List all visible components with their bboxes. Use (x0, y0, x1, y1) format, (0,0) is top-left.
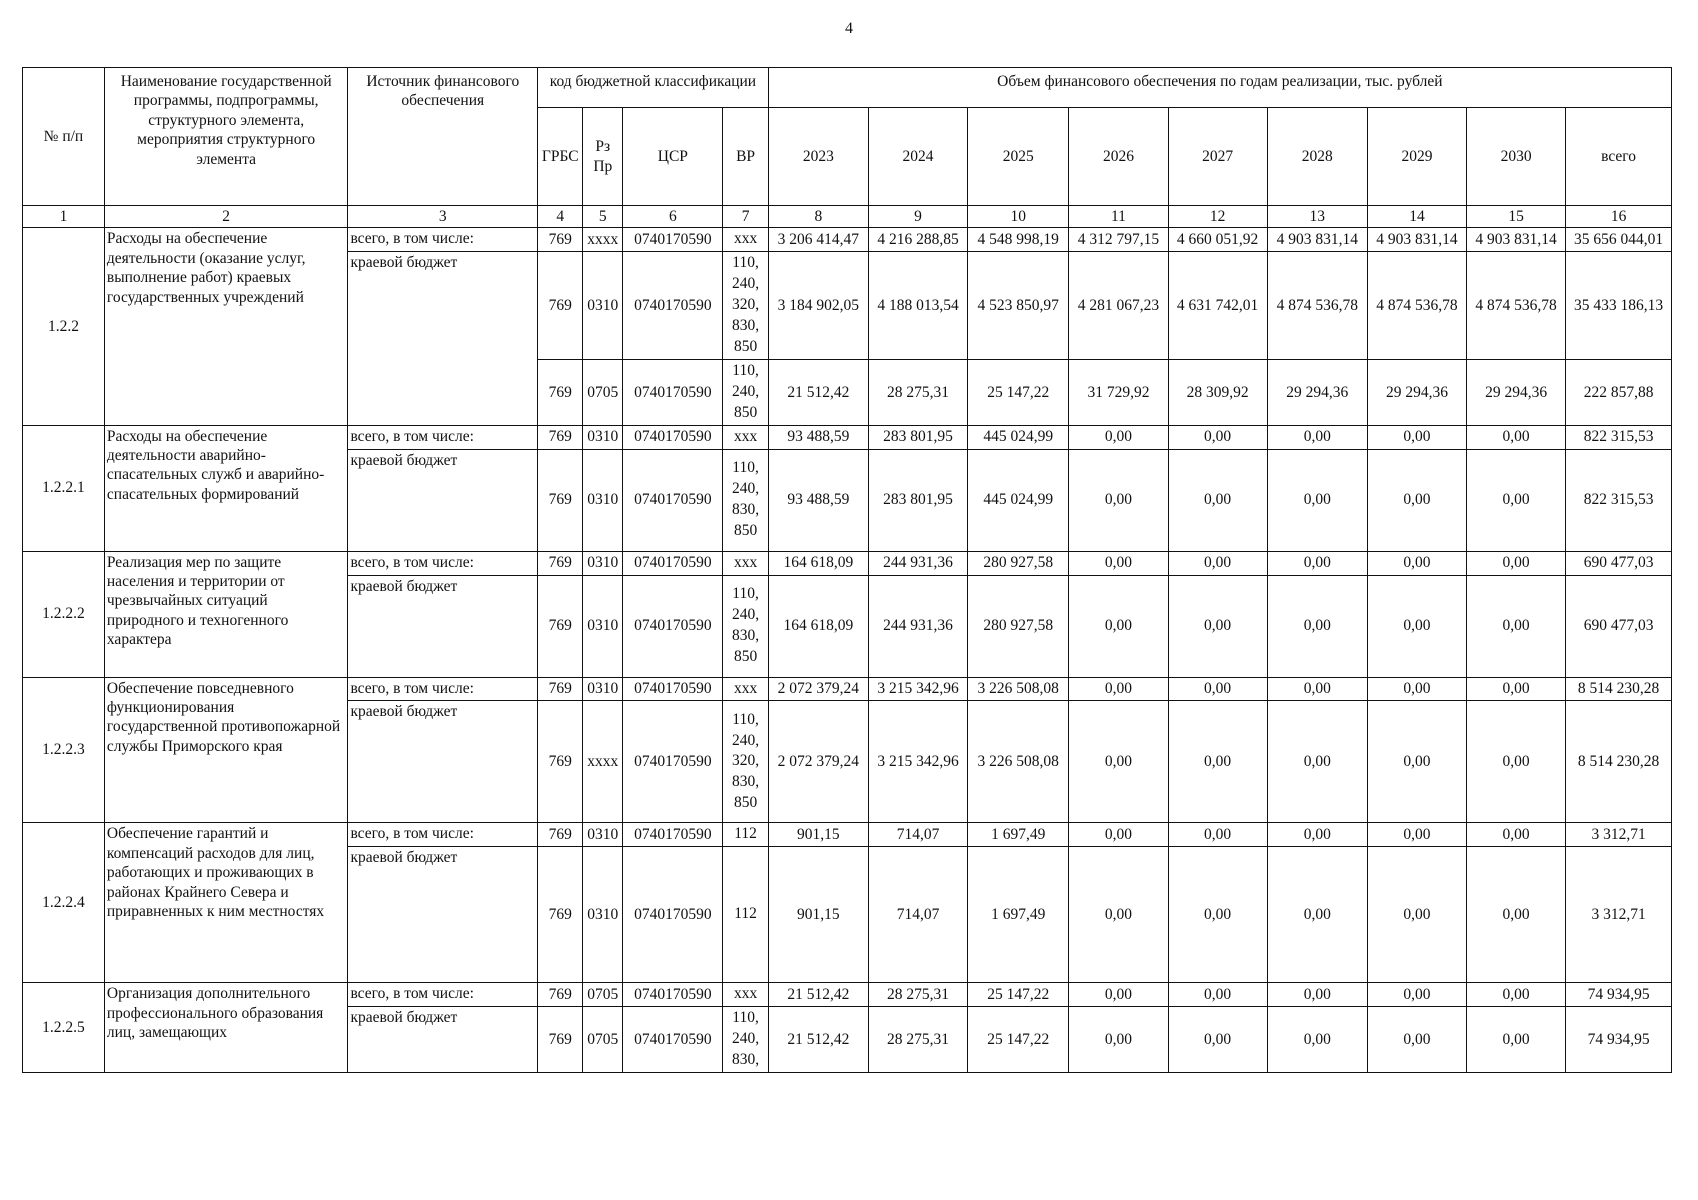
value-2025: 25 147,22 (968, 359, 1069, 425)
row-vr: xxx (723, 983, 768, 1007)
row-source: краевой бюджет (348, 847, 538, 983)
row-csr: 0740170590 (623, 252, 723, 360)
value-2023: 93 488,59 (768, 425, 868, 449)
value-total: 74 934,95 (1566, 1007, 1672, 1073)
header-name: Наименование государственной программы, подпрограммы, структурного элемента, мероприятия структурного элемента (104, 68, 348, 206)
value-2029: 0,00 (1367, 425, 1466, 449)
row-source: краевой бюджет (348, 252, 538, 425)
value-2027: 0,00 (1168, 701, 1267, 823)
header-year: 2028 (1267, 108, 1367, 206)
column-number: 6 (623, 206, 723, 228)
column-number: 15 (1467, 206, 1566, 228)
row-id: 1.2.2.3 (23, 677, 105, 823)
row-csr: 0740170590 (623, 847, 723, 983)
row-id: 1.2.2 (23, 228, 105, 425)
value-2030: 0,00 (1467, 823, 1566, 847)
row-grbs: 769 (538, 677, 583, 701)
value-2023: 2 072 379,24 (768, 677, 868, 701)
row-vr: 110, 240, 830, 850 (723, 449, 768, 551)
value-2029: 0,00 (1367, 677, 1466, 701)
value-2026: 0,00 (1069, 847, 1168, 983)
value-2029: 0,00 (1367, 1007, 1466, 1073)
value-2027: 0,00 (1168, 575, 1267, 677)
row-csr: 0740170590 (623, 701, 723, 823)
value-2029: 0,00 (1367, 847, 1466, 983)
column-number: 1 (23, 206, 105, 228)
header-num: № п/п (23, 68, 105, 206)
row-rzpr: xxxx (583, 701, 623, 823)
value-total: 8 514 230,28 (1566, 677, 1672, 701)
header-rzpr: Рз Пр (583, 108, 623, 206)
value-2025: 4 548 998,19 (968, 228, 1069, 252)
row-name: Обеспечение гарантий и компенсаций расходов для лиц, работающих и проживающих в районах Крайнего Севера и приравненных к ним местностях (104, 823, 348, 983)
value-total: 690 477,03 (1566, 551, 1672, 575)
row-vr: xxx (723, 551, 768, 575)
row-vr: xxx (723, 425, 768, 449)
value-2026: 0,00 (1069, 449, 1168, 551)
row-name: Обеспечение повседневного функционирования государственной противопожарной службы Приморского края (104, 677, 348, 823)
value-2028: 29 294,36 (1267, 359, 1367, 425)
header-year: 2026 (1069, 108, 1168, 206)
row-id: 1.2.2.2 (23, 551, 105, 677)
row-id: 1.2.2.5 (23, 983, 105, 1073)
row-id: 1.2.2.4 (23, 823, 105, 983)
value-2028: 0,00 (1267, 823, 1367, 847)
value-2028: 0,00 (1267, 983, 1367, 1007)
header-year: 2025 (968, 108, 1069, 206)
value-2028: 4 874 536,78 (1267, 252, 1367, 360)
value-total: 74 934,95 (1566, 983, 1672, 1007)
row-csr: 0740170590 (623, 983, 723, 1007)
row-grbs: 769 (538, 551, 583, 575)
value-2028: 0,00 (1267, 847, 1367, 983)
column-number: 3 (348, 206, 538, 228)
value-2028: 4 903 831,14 (1267, 228, 1367, 252)
value-2030: 0,00 (1467, 551, 1566, 575)
value-2024: 28 275,31 (868, 1007, 967, 1073)
row-source: всего, в том числе: (348, 425, 538, 449)
value-2024: 283 801,95 (868, 449, 967, 551)
header-year: 2030 (1467, 108, 1566, 206)
value-2028: 0,00 (1267, 425, 1367, 449)
row-rzpr: 0310 (583, 449, 623, 551)
value-2027: 0,00 (1168, 983, 1267, 1007)
row-name: Реализация мер по защите населения и территории от чрезвычайных ситуаций природного и техногенного характера (104, 551, 348, 677)
value-2026: 0,00 (1069, 1007, 1168, 1073)
value-2023: 93 488,59 (768, 449, 868, 551)
row-rzpr: 0310 (583, 551, 623, 575)
row-source: краевой бюджет (348, 701, 538, 823)
header-volume-group: Объем финансового обеспечения по годам реализации, тыс. рублей (768, 68, 1671, 108)
financing-table (22, 67, 1672, 1073)
row-source: краевой бюджет (348, 575, 538, 677)
row-vr: xxx (723, 228, 768, 252)
value-2030: 0,00 (1467, 575, 1566, 677)
row-rzpr: 0705 (583, 983, 623, 1007)
value-2025: 4 523 850,97 (968, 252, 1069, 360)
value-2023: 901,15 (768, 847, 868, 983)
row-vr: 110, 240, 320, 830, 850 (723, 701, 768, 823)
column-number: 10 (968, 206, 1069, 228)
row-source: краевой бюджет (348, 449, 538, 551)
value-2023: 3 206 414,47 (768, 228, 868, 252)
row-vr: 110, 240, 830, 850 (723, 575, 768, 677)
row-csr: 0740170590 (623, 677, 723, 701)
row-rzpr: 0310 (583, 677, 623, 701)
value-2023: 164 618,09 (768, 575, 868, 677)
column-number: 4 (538, 206, 583, 228)
table-row (23, 228, 1672, 252)
value-2030: 0,00 (1467, 449, 1566, 551)
value-2030: 0,00 (1467, 847, 1566, 983)
value-2026: 0,00 (1069, 701, 1168, 823)
row-csr: 0740170590 (623, 823, 723, 847)
row-rzpr: xxxx (583, 228, 623, 252)
column-number: 2 (104, 206, 348, 228)
header-grbs: ГРБС (538, 108, 583, 206)
value-2027: 0,00 (1168, 847, 1267, 983)
column-number: 13 (1267, 206, 1367, 228)
value-total: 690 477,03 (1566, 575, 1672, 677)
value-2025: 280 927,58 (968, 551, 1069, 575)
value-2028: 0,00 (1267, 551, 1367, 575)
value-total: 822 315,53 (1566, 449, 1672, 551)
header-year: 2023 (768, 108, 868, 206)
value-2026: 4 281 067,23 (1069, 252, 1168, 360)
value-2024: 244 931,36 (868, 575, 967, 677)
value-2025: 3 226 508,08 (968, 701, 1069, 823)
value-2029: 0,00 (1367, 983, 1466, 1007)
value-2023: 2 072 379,24 (768, 701, 868, 823)
row-rzpr: 0705 (583, 359, 623, 425)
value-2025: 280 927,58 (968, 575, 1069, 677)
value-total: 822 315,53 (1566, 425, 1672, 449)
value-2023: 21 512,42 (768, 983, 868, 1007)
value-2024: 714,07 (868, 847, 967, 983)
header-source: Источник финансового обеспечения (348, 68, 538, 206)
value-2024: 283 801,95 (868, 425, 967, 449)
row-source: всего, в том числе: (348, 551, 538, 575)
value-2025: 25 147,22 (968, 983, 1069, 1007)
value-2030: 4 903 831,14 (1467, 228, 1566, 252)
row-vr: xxx (723, 677, 768, 701)
value-2025: 445 024,99 (968, 449, 1069, 551)
value-2027: 28 309,92 (1168, 359, 1267, 425)
row-id: 1.2.2.1 (23, 425, 105, 551)
value-2029: 0,00 (1367, 823, 1466, 847)
row-vr: 112 (723, 847, 768, 983)
value-2030: 0,00 (1467, 701, 1566, 823)
row-csr: 0740170590 (623, 449, 723, 551)
row-grbs: 769 (538, 228, 583, 252)
row-name: Расходы на обеспечение деятельности аварийно-спасательных служб и аварийно-спасательных формирований (104, 425, 348, 551)
table-row (23, 677, 1672, 701)
row-grbs: 769 (538, 1007, 583, 1073)
column-number-row (23, 206, 1672, 228)
value-2029: 4 874 536,78 (1367, 252, 1466, 360)
page-number: 4 (845, 20, 853, 37)
header-year: 2029 (1367, 108, 1466, 206)
header-code-group: код бюджетной классификации (538, 68, 769, 108)
table-body (23, 228, 1672, 1073)
header-year: 2024 (868, 108, 967, 206)
row-rzpr: 0310 (583, 252, 623, 360)
value-total: 35 656 044,01 (1566, 228, 1672, 252)
value-2028: 0,00 (1267, 701, 1367, 823)
table-row (23, 823, 1672, 847)
row-grbs: 769 (538, 575, 583, 677)
value-2025: 1 697,49 (968, 847, 1069, 983)
row-source: всего, в том числе: (348, 228, 538, 252)
value-2026: 0,00 (1069, 575, 1168, 677)
value-2027: 0,00 (1168, 551, 1267, 575)
row-grbs: 769 (538, 823, 583, 847)
row-grbs: 769 (538, 252, 583, 360)
value-2029: 0,00 (1367, 575, 1466, 677)
row-csr: 0740170590 (623, 359, 723, 425)
row-source: всего, в том числе: (348, 983, 538, 1007)
value-total: 3 312,71 (1566, 847, 1672, 983)
row-csr: 0740170590 (623, 1007, 723, 1073)
value-2026: 0,00 (1069, 551, 1168, 575)
row-vr: 110, 240, 320, 830, 850 (723, 252, 768, 360)
value-2025: 1 697,49 (968, 823, 1069, 847)
row-rzpr: 0310 (583, 575, 623, 677)
header-year: 2027 (1168, 108, 1267, 206)
value-2023: 21 512,42 (768, 1007, 868, 1073)
value-2027: 0,00 (1168, 449, 1267, 551)
value-2029: 0,00 (1367, 449, 1466, 551)
value-total: 35 433 186,13 (1566, 252, 1672, 360)
value-2027: 0,00 (1168, 823, 1267, 847)
row-name: Расходы на обеспечение деятельности (оказание услуг, выполнение работ) краевых государственных учреждений (104, 228, 348, 425)
value-2026: 0,00 (1069, 983, 1168, 1007)
row-csr: 0740170590 (623, 575, 723, 677)
value-2028: 0,00 (1267, 677, 1367, 701)
value-2024: 3 215 342,96 (868, 677, 967, 701)
value-2027: 0,00 (1168, 677, 1267, 701)
value-2025: 3 226 508,08 (968, 677, 1069, 701)
value-2027: 4 631 742,01 (1168, 252, 1267, 360)
row-grbs: 769 (538, 847, 583, 983)
row-grbs: 769 (538, 449, 583, 551)
row-rzpr: 0705 (583, 1007, 623, 1073)
value-2029: 29 294,36 (1367, 359, 1466, 425)
value-2028: 0,00 (1267, 1007, 1367, 1073)
column-number: 5 (583, 206, 623, 228)
column-number: 7 (723, 206, 768, 228)
column-number: 9 (868, 206, 967, 228)
value-2024: 244 931,36 (868, 551, 967, 575)
table-row (23, 983, 1672, 1007)
row-rzpr: 0310 (583, 823, 623, 847)
column-number: 14 (1367, 206, 1466, 228)
table-row (23, 551, 1672, 575)
value-2024: 4 216 288,85 (868, 228, 967, 252)
row-csr: 0740170590 (623, 228, 723, 252)
row-grbs: 769 (538, 701, 583, 823)
row-name: Организация дополнительного профессионального образования лиц, замещающих (104, 983, 348, 1073)
row-csr: 0740170590 (623, 425, 723, 449)
value-2026: 0,00 (1069, 677, 1168, 701)
row-vr: 110, 240, 830, (723, 1007, 768, 1073)
value-2030: 4 874 536,78 (1467, 252, 1566, 360)
value-2027: 0,00 (1168, 1007, 1267, 1073)
row-source: всего, в том числе: (348, 677, 538, 701)
column-number: 16 (1566, 206, 1672, 228)
value-total: 222 857,88 (1566, 359, 1672, 425)
header-csr: ЦСР (623, 108, 723, 206)
table-row (23, 425, 1672, 449)
column-number: 8 (768, 206, 868, 228)
value-2024: 3 215 342,96 (868, 701, 967, 823)
value-2023: 164 618,09 (768, 551, 868, 575)
value-2029: 0,00 (1367, 701, 1466, 823)
row-grbs: 769 (538, 983, 583, 1007)
value-total: 3 312,71 (1566, 823, 1672, 847)
row-rzpr: 0310 (583, 847, 623, 983)
value-2026: 4 312 797,15 (1069, 228, 1168, 252)
row-csr: 0740170590 (623, 551, 723, 575)
value-2028: 0,00 (1267, 449, 1367, 551)
row-vr: 110, 240, 850 (723, 359, 768, 425)
value-2029: 0,00 (1367, 551, 1466, 575)
header-total: всего (1566, 108, 1672, 206)
row-grbs: 769 (538, 359, 583, 425)
value-2025: 445 024,99 (968, 425, 1069, 449)
value-2025: 25 147,22 (968, 1007, 1069, 1073)
value-2030: 0,00 (1467, 677, 1566, 701)
value-2023: 21 512,42 (768, 359, 868, 425)
value-total: 8 514 230,28 (1566, 701, 1672, 823)
row-vr: 112 (723, 823, 768, 847)
value-2029: 4 903 831,14 (1367, 228, 1466, 252)
value-2028: 0,00 (1267, 575, 1367, 677)
row-source: всего, в том числе: (348, 823, 538, 847)
value-2030: 29 294,36 (1467, 359, 1566, 425)
row-source: краевой бюджет (348, 1007, 538, 1073)
value-2030: 0,00 (1467, 1007, 1566, 1073)
value-2023: 901,15 (768, 823, 868, 847)
value-2024: 714,07 (868, 823, 967, 847)
column-number: 12 (1168, 206, 1267, 228)
value-2026: 31 729,92 (1069, 359, 1168, 425)
value-2024: 4 188 013,54 (868, 252, 967, 360)
row-grbs: 769 (538, 425, 583, 449)
value-2026: 0,00 (1069, 823, 1168, 847)
value-2024: 28 275,31 (868, 359, 967, 425)
value-2026: 0,00 (1069, 425, 1168, 449)
column-number: 11 (1069, 206, 1168, 228)
row-rzpr: 0310 (583, 425, 623, 449)
value-2023: 3 184 902,05 (768, 252, 868, 360)
value-2030: 0,00 (1467, 983, 1566, 1007)
value-2027: 4 660 051,92 (1168, 228, 1267, 252)
value-2024: 28 275,31 (868, 983, 967, 1007)
header-vr: ВР (723, 108, 768, 206)
value-2027: 0,00 (1168, 425, 1267, 449)
value-2030: 0,00 (1467, 425, 1566, 449)
